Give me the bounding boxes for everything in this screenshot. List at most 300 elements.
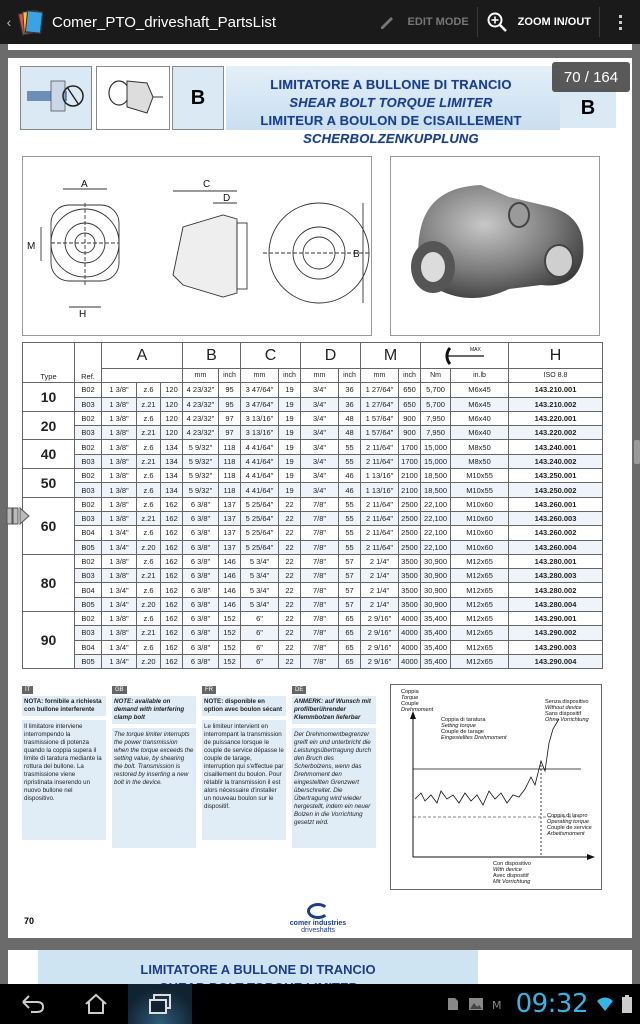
- table-cell: z.21: [137, 569, 161, 583]
- battery-icon: [622, 995, 632, 1013]
- table-cell: 22: [279, 511, 301, 525]
- table-cell: 22: [279, 626, 301, 640]
- table-row: [23, 511, 603, 525]
- table-cell: M12x65: [451, 554, 509, 568]
- part-code-cell: 143.260.004: [509, 540, 603, 554]
- dimension-label-h: H: [79, 309, 87, 320]
- svg-text:Couple de tarage: Couple de tarage: [441, 729, 484, 735]
- svg-text:Operating torque: Operating torque: [547, 819, 589, 825]
- table-cell: 152: [219, 612, 241, 626]
- table-cell: 55: [339, 511, 361, 525]
- graph-without-device-label: [545, 699, 590, 723]
- table-cell: 6": [241, 640, 279, 654]
- table-cell: 30,900: [421, 583, 451, 597]
- table-cell: 22: [279, 540, 301, 554]
- system-nav-bar: [0, 984, 640, 1024]
- table-cell: 97: [219, 411, 241, 425]
- table-row: [23, 612, 603, 626]
- edit-mode-label: EDIT MODE: [407, 16, 469, 28]
- table-cell: B03: [75, 511, 102, 525]
- table-cell: z.6: [137, 411, 161, 425]
- table-cell: 57: [339, 597, 361, 611]
- part-code-cell: 143.260.001: [509, 497, 603, 511]
- document-title: Comer_PTO_driveshaft_PartsList: [52, 13, 276, 31]
- table-cell: 4 41/64": [241, 454, 279, 468]
- table-cell: 5 3/4": [241, 569, 279, 583]
- table-cell: 2 9/16": [361, 654, 399, 668]
- recent-apps-button[interactable]: [128, 984, 192, 1024]
- graph-axis-label: [401, 689, 434, 713]
- note-body: The torque limiter interrupts the power transmission when the torque exceeds the setting value, by shearing the bolt. Transmission is restored by inserting a new bolt in the device.: [112, 728, 196, 848]
- table-cell: 146: [219, 554, 241, 568]
- graph-with-device-label: [493, 861, 531, 885]
- table-cell: z.20: [137, 654, 161, 668]
- table-cell: 7/8": [301, 540, 339, 554]
- table-cell: 22: [279, 554, 301, 568]
- table-cell: 22: [279, 640, 301, 654]
- page-scroll-handle-icon[interactable]: [6, 506, 30, 526]
- type-cell: 50: [23, 469, 75, 498]
- notes-section: [22, 686, 382, 876]
- part-code-cell: 143.280.001: [509, 554, 603, 568]
- table-cell: 4 41/64": [241, 440, 279, 454]
- table-cell: 7/8": [301, 569, 339, 583]
- section-letter-right: B: [560, 88, 616, 128]
- table-cell: M12x65: [451, 640, 509, 654]
- edit-mode-button[interactable]: [370, 0, 477, 44]
- table-cell: 5 25/64": [241, 526, 279, 540]
- table-cell: 118: [219, 454, 241, 468]
- table-cell: 7/8": [301, 583, 339, 597]
- table-cell: 48: [339, 426, 361, 440]
- table-cell: 6 3/8": [183, 640, 219, 654]
- table-cell: 134: [161, 440, 183, 454]
- table-cell: 5 9/32": [183, 483, 219, 497]
- product-photo: [390, 156, 600, 336]
- table-cell: 6": [241, 612, 279, 626]
- table-cell: 134: [161, 454, 183, 468]
- table-cell: 650: [399, 383, 421, 397]
- table-cell: 22: [279, 654, 301, 668]
- type-cell: 20: [23, 411, 75, 440]
- type-cell: 60: [23, 497, 75, 554]
- table-cell: 134: [161, 483, 183, 497]
- table-cell: 1700: [399, 440, 421, 454]
- table-cell: 46: [339, 483, 361, 497]
- parts-table-body: [23, 383, 603, 669]
- table-cell: 1 13/16": [361, 483, 399, 497]
- table-cell: B02: [75, 383, 102, 397]
- table-cell: z.21: [137, 454, 161, 468]
- table-cell: 7/8": [301, 597, 339, 611]
- table-cell: 19: [279, 383, 301, 397]
- dimension-label-b: B: [353, 249, 360, 260]
- column-header-c: C: [241, 343, 301, 369]
- table-cell: M8x50: [451, 454, 509, 468]
- table-cell: 1 3/8": [102, 454, 137, 468]
- table-cell: z.20: [137, 540, 161, 554]
- unit-cell: inch: [339, 369, 361, 383]
- note-head: NOTE: disponible en option avec boulon sécant: [202, 696, 286, 716]
- table-cell: 36: [339, 397, 361, 411]
- table-cell: 152: [219, 654, 241, 668]
- table-cell: 1 3/8": [102, 397, 137, 411]
- back-button[interactable]: [0, 984, 64, 1024]
- table-cell: 19: [279, 469, 301, 483]
- table-cell: M12x65: [451, 626, 509, 640]
- table-cell: 15,000: [421, 440, 451, 454]
- table-cell: 2 9/16": [361, 640, 399, 654]
- table-cell: 6 3/8": [183, 554, 219, 568]
- note-english: [112, 686, 196, 848]
- note-german: [292, 686, 376, 848]
- table-cell: z.21: [137, 397, 161, 411]
- part-code-cell: 143.290.001: [509, 612, 603, 626]
- part-code-cell: 143.260.003: [509, 511, 603, 525]
- torque-icon: [442, 344, 488, 366]
- table-cell: 162: [161, 597, 183, 611]
- table-cell: 22: [279, 597, 301, 611]
- table-cell: M8x50: [451, 440, 509, 454]
- table-cell: 3/4": [301, 440, 339, 454]
- table-cell: 3/4": [301, 383, 339, 397]
- table-cell: 5 25/64": [241, 497, 279, 511]
- table-row: [23, 469, 603, 483]
- table-cell: M10x60: [451, 497, 509, 511]
- gallery-icon: [468, 997, 484, 1011]
- table-row: [23, 569, 603, 583]
- part-code-cell: 143.280.004: [509, 597, 603, 611]
- unit-cell: in.lb: [451, 369, 509, 383]
- note-body: Il limitatore interviene interrompendo la trasmissione di potenza quando la coppia supera il limite di taratura mediante la rottura del bullone. La trasmissione viene ripristinata inserendo un nuovo bullone nel dispositivo.: [22, 720, 106, 840]
- table-cell: 3/4": [301, 411, 339, 425]
- column-header-ref: Ref.: [75, 343, 102, 383]
- table-cell: z.6: [137, 526, 161, 540]
- table-cell: 1 3/8": [102, 497, 137, 511]
- unit-cell: mm: [183, 369, 219, 383]
- column-header-b: B: [183, 343, 241, 369]
- unit-cell: inch: [279, 369, 301, 383]
- table-cell: 2500: [399, 540, 421, 554]
- type-cell: 90: [23, 612, 75, 669]
- table-cell: B05: [75, 597, 102, 611]
- clock: 09:32: [515, 989, 588, 1019]
- table-cell: 162: [161, 569, 183, 583]
- unit-cell: inch: [219, 369, 241, 383]
- table-cell: 4 41/64": [241, 469, 279, 483]
- column-header-h: H: [509, 343, 603, 369]
- svg-text:Avec dispositif: Avec dispositif: [493, 873, 529, 879]
- note-head: NOTA: fornibile a richiesta con bullone interferente: [22, 696, 106, 716]
- svg-text:Torque: Torque: [401, 695, 419, 701]
- table-cell: 1700: [399, 454, 421, 468]
- part-code-cell: 143.220.002: [509, 426, 603, 440]
- table-cell: 4 23/32": [183, 411, 219, 425]
- table-cell: B02: [75, 411, 102, 425]
- table-cell: 7/8": [301, 511, 339, 525]
- table-cell: 65: [339, 640, 361, 654]
- wifi-icon: [596, 996, 614, 1012]
- table-cell: 162: [161, 626, 183, 640]
- table-cell: 19: [279, 440, 301, 454]
- table-cell: B05: [75, 540, 102, 554]
- table-row: [23, 640, 603, 654]
- status-area[interactable]: [446, 989, 640, 1019]
- table-cell: 1 3/8": [102, 440, 137, 454]
- dimension-label-c: C: [203, 179, 211, 190]
- table-cell: 3/4": [301, 469, 339, 483]
- section-letter-left: B: [172, 66, 224, 130]
- table-cell: 35,400: [421, 654, 451, 668]
- table-cell: 1 3/8": [102, 569, 137, 583]
- table-cell: 55: [339, 454, 361, 468]
- part-code-cell: 143.210.002: [509, 397, 603, 411]
- table-cell: 2 11/64": [361, 497, 399, 511]
- table-cell: 1 3/8": [102, 469, 137, 483]
- pencil-icon: [378, 12, 398, 32]
- table-cell: 55: [339, 440, 361, 454]
- table-cell: B04: [75, 583, 102, 597]
- table-cell: 1 27/64": [361, 397, 399, 411]
- table-cell: 7/8": [301, 554, 339, 568]
- table-cell: 55: [339, 526, 361, 540]
- table-cell: 22: [279, 497, 301, 511]
- brand-subtitle: driveshafts: [301, 927, 335, 934]
- table-cell: 120: [161, 411, 183, 425]
- table-cell: z.21: [137, 511, 161, 525]
- table-cell: M12x65: [451, 654, 509, 668]
- table-cell: 4 41/64": [241, 483, 279, 497]
- table-cell: M6x45: [451, 383, 509, 397]
- table-cell: B03: [75, 397, 102, 411]
- lang-badge: FR: [202, 686, 216, 694]
- yoke-thumbnail: [96, 66, 170, 130]
- technical-drawing: [22, 156, 372, 336]
- lang-badge: GB: [112, 686, 127, 694]
- table-cell: 22: [279, 526, 301, 540]
- table-cell: M10x55: [451, 483, 509, 497]
- table-cell: B03: [75, 454, 102, 468]
- table-cell: 19: [279, 411, 301, 425]
- table-cell: 137: [219, 526, 241, 540]
- table-cell: 3 13/16": [241, 411, 279, 425]
- part-code-cell: 143.290.004: [509, 654, 603, 668]
- svg-text:Coppia: Coppia: [401, 689, 419, 695]
- table-row: [23, 583, 603, 597]
- part-code-cell: 143.290.003: [509, 640, 603, 654]
- table-cell: 6 3/8": [183, 569, 219, 583]
- magnifier-icon: [486, 11, 508, 33]
- shaft-section-thumbnail: [20, 66, 92, 130]
- table-cell: 2500: [399, 497, 421, 511]
- table-cell: B02: [75, 612, 102, 626]
- table-cell: 3 13/16": [241, 426, 279, 440]
- table-cell: 2 11/64": [361, 440, 399, 454]
- table-cell: z.21: [137, 626, 161, 640]
- sd-card-icon: [446, 996, 460, 1012]
- table-cell: 19: [279, 454, 301, 468]
- table-cell: 2 11/64": [361, 454, 399, 468]
- table-cell: 2 9/16": [361, 612, 399, 626]
- part-code-cell: 143.240.002: [509, 454, 603, 468]
- table-cell: 30,900: [421, 597, 451, 611]
- table-cell: 97: [219, 426, 241, 440]
- table-cell: 6": [241, 626, 279, 640]
- table-cell: 1 3/4": [102, 526, 137, 540]
- table-cell: 5,700: [421, 383, 451, 397]
- note-french: [202, 686, 286, 840]
- table-cell: 30,900: [421, 554, 451, 568]
- table-cell: z.6: [137, 640, 161, 654]
- svg-text:M: M: [491, 999, 502, 1010]
- section-titles: [226, 76, 556, 148]
- table-row: [23, 383, 603, 397]
- brand-logo: [278, 903, 358, 934]
- torque-graph: [390, 684, 602, 890]
- table-cell: 1 3/8": [102, 554, 137, 568]
- type-cell: 10: [23, 383, 75, 412]
- table-cell: 1 3/8": [102, 411, 137, 425]
- table-cell: 6 3/8": [183, 497, 219, 511]
- table-cell: 137: [219, 540, 241, 554]
- previous-page-edge: [8, 44, 632, 50]
- document-page[interactable]: [8, 58, 632, 938]
- svg-text:Eingestelltes Drehmoment: Eingestelltes Drehmoment: [441, 735, 507, 741]
- table-cell: 2100: [399, 469, 421, 483]
- dimension-label-a: A: [81, 179, 88, 190]
- table-cell: B03: [75, 426, 102, 440]
- page-number: 70: [24, 916, 35, 926]
- table-cell: 57: [339, 569, 361, 583]
- table-cell: 162: [161, 554, 183, 568]
- svg-text:Con dispositivo: Con dispositivo: [493, 861, 531, 867]
- table-cell: z.6: [137, 440, 161, 454]
- svg-text:Ohne Vorrichtung: Ohne Vorrichtung: [545, 717, 589, 723]
- table-cell: 6 3/8": [183, 511, 219, 525]
- lang-badge: IT: [22, 686, 33, 694]
- table-cell: 19: [279, 483, 301, 497]
- table-cell: 162: [161, 497, 183, 511]
- overflow-menu-icon[interactable]: [600, 0, 640, 44]
- zoom-button[interactable]: [478, 0, 599, 44]
- part-code-cell: 143.280.003: [509, 569, 603, 583]
- table-cell: 19: [279, 426, 301, 440]
- home-icon: [83, 993, 109, 1015]
- table-cell: 120: [161, 397, 183, 411]
- table-cell: 7,950: [421, 411, 451, 425]
- table-cell: 22: [279, 612, 301, 626]
- table-cell: 1 3/4": [102, 597, 137, 611]
- table-cell: B04: [75, 526, 102, 540]
- table-cell: 2 11/64": [361, 511, 399, 525]
- table-row: [23, 526, 603, 540]
- lang-badge: DE: [292, 686, 306, 694]
- column-header-type: Type: [23, 343, 75, 383]
- table-cell: 120: [161, 383, 183, 397]
- unit-cell: mm: [241, 369, 279, 383]
- table-cell: 5 3/4": [241, 583, 279, 597]
- next-page-title: LIMITATORE A BULLONE DI TRANCIO: [140, 962, 376, 977]
- table-cell: 118: [219, 469, 241, 483]
- table-cell: 1 3/4": [102, 654, 137, 668]
- torque-max-label: MAX: [469, 346, 481, 353]
- table-cell: 5,700: [421, 397, 451, 411]
- note-italian: [22, 686, 106, 840]
- table-cell: 162: [161, 511, 183, 525]
- table-cell: 4000: [399, 640, 421, 654]
- table-row: [23, 540, 603, 554]
- table-cell: 137: [219, 511, 241, 525]
- svg-text:Setting torque: Setting torque: [441, 723, 476, 729]
- table-cell: 4 23/32": [183, 426, 219, 440]
- page-indicator: 70 / 164: [552, 62, 630, 92]
- unit-cell: [102, 369, 183, 383]
- side-scroll-handle[interactable]: [634, 440, 640, 464]
- table-cell: M10x60: [451, 526, 509, 540]
- table-cell: 2 1/4": [361, 569, 399, 583]
- table-cell: M12x65: [451, 569, 509, 583]
- graph-setting-label: [441, 717, 507, 741]
- table-cell: 5 9/32": [183, 469, 219, 483]
- table-cell: 65: [339, 612, 361, 626]
- table-cell: 162: [161, 526, 183, 540]
- svg-text:Couple de service: Couple de service: [547, 825, 592, 831]
- table-cell: 2100: [399, 483, 421, 497]
- table-cell: M6x45: [451, 397, 509, 411]
- table-cell: 1 27/64": [361, 383, 399, 397]
- part-code-cell: 143.280.002: [509, 583, 603, 597]
- column-header-m: M: [361, 343, 421, 369]
- table-cell: 5 25/64": [241, 511, 279, 525]
- table-cell: 22: [279, 569, 301, 583]
- table-cell: 36: [339, 383, 361, 397]
- table-cell: 137: [219, 497, 241, 511]
- svg-text:With device: With device: [493, 867, 522, 873]
- table-cell: 15,000: [421, 454, 451, 468]
- document-app-icon[interactable]: [16, 7, 44, 37]
- table-cell: M6x40: [451, 426, 509, 440]
- table-cell: z.6: [137, 612, 161, 626]
- part-code-cell: 143.240.001: [509, 440, 603, 454]
- table-cell: B02: [75, 497, 102, 511]
- table-cell: 6 3/8": [183, 626, 219, 640]
- table-cell: 4000: [399, 612, 421, 626]
- table-cell: 2500: [399, 526, 421, 540]
- table-cell: 35,400: [421, 640, 451, 654]
- table-cell: 7/8": [301, 612, 339, 626]
- table-cell: 2 1/4": [361, 583, 399, 597]
- table-cell: 1 3/8": [102, 483, 137, 497]
- table-cell: 4 23/32": [183, 397, 219, 411]
- table-cell: 900: [399, 411, 421, 425]
- unit-cell: mm: [301, 369, 339, 383]
- table-cell: 900: [399, 426, 421, 440]
- table-cell: 134: [161, 469, 183, 483]
- home-button[interactable]: [64, 984, 128, 1024]
- table-row: [23, 426, 603, 440]
- table-cell: 118: [219, 483, 241, 497]
- table-cell: 46: [339, 469, 361, 483]
- table-cell: 3/4": [301, 454, 339, 468]
- title-italian: LIMITATORE A BULLONE DI TRANCIO: [270, 77, 512, 92]
- svg-text:Senza dispositivo: Senza dispositivo: [545, 699, 589, 705]
- svg-text:Mit Vorrichtung: Mit Vorrichtung: [493, 879, 531, 885]
- table-cell: 6 3/8": [183, 526, 219, 540]
- table-cell: 6": [241, 654, 279, 668]
- table-cell: 650: [399, 397, 421, 411]
- back-caret-icon[interactable]: ‹: [6, 14, 12, 30]
- table-cell: 2500: [399, 511, 421, 525]
